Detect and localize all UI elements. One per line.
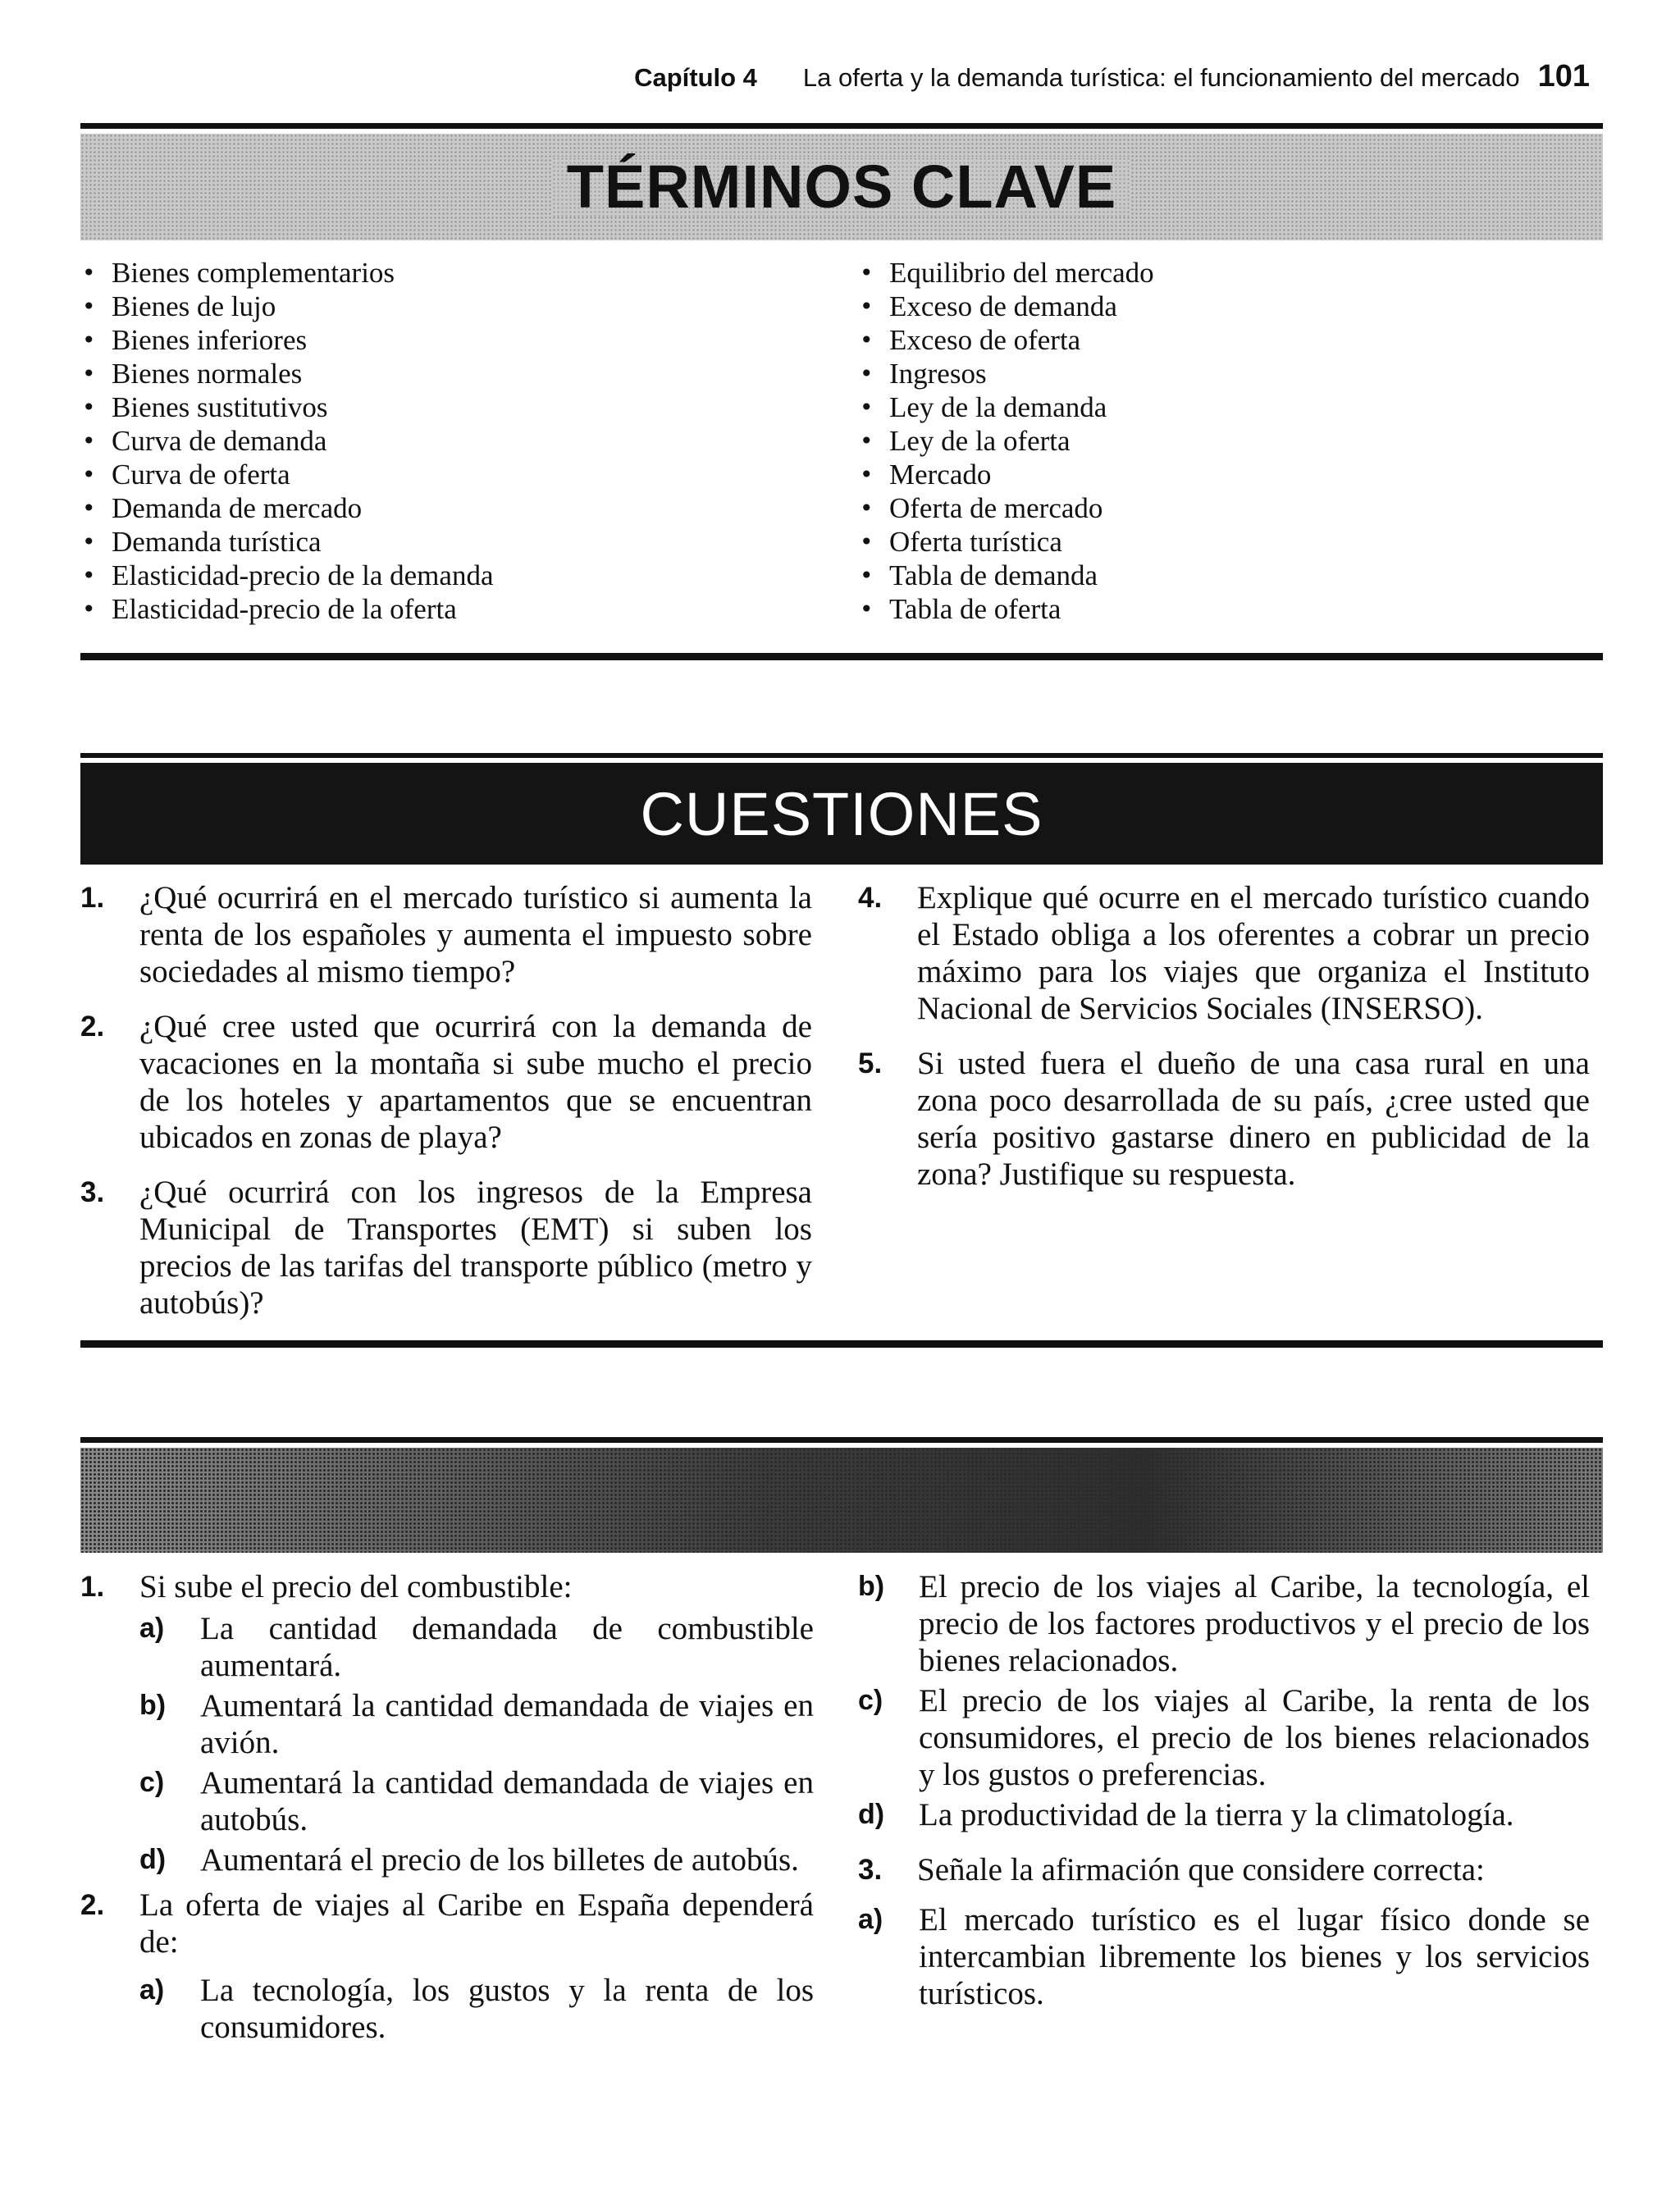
- list-item: • Bienes complementarios: [82, 257, 395, 289]
- list-item: • Ingresos: [860, 358, 987, 390]
- option-item: [858, 1568, 1590, 1679]
- option-item: [139, 1610, 814, 1684]
- bullet-icon: •: [82, 394, 96, 421]
- option-letter: a): [139, 1613, 165, 1644]
- bullet-icon: •: [82, 528, 96, 555]
- list-item: • Demanda de mercado: [82, 492, 363, 524]
- question-text: Si usted fuera el dueño de una casa rural en una zona poco desarrollada de su país, ¿cree usted que sería positivo gastarse dinero en publicidad de la zona? Justifique su respuesta.: [917, 1046, 1590, 1192]
- bullet-icon: •: [82, 326, 96, 354]
- list-item: • Bienes inferiores: [82, 324, 308, 356]
- option-item: [858, 1901, 1590, 2012]
- exercise-number: 3.: [858, 1854, 883, 1886]
- bullet-icon: •: [860, 461, 874, 488]
- option-text: La tecnología, los gustos y la renta de los consumidores.: [200, 1973, 814, 2045]
- option-text: La productividad de la tierra y la climatología.: [919, 1797, 1514, 1832]
- key-terms-title: TÉRMINOS CLAVE: [552, 157, 1131, 217]
- option-letter: b): [139, 1690, 167, 1721]
- bullet-icon: •: [82, 596, 96, 623]
- list-item: • Exceso de demanda: [860, 290, 1117, 322]
- list-item: • Exceso de oferta: [860, 324, 1081, 356]
- question-number: 3.: [80, 1176, 105, 1208]
- bullet-icon: •: [860, 394, 874, 421]
- bullet-icon: •: [860, 293, 874, 320]
- question-item: [80, 879, 812, 990]
- bullet-icon: •: [860, 427, 874, 454]
- question-number: 1.: [80, 882, 105, 914]
- chapter-title: La oferta y la demanda turística: el funcionamiento del mercado: [802, 63, 1520, 92]
- option-text: El mercado turístico es el lugar físico donde se intercambian libremente los bienes y los servicios turísticos.: [919, 1902, 1590, 2011]
- bullet-icon: •: [82, 293, 96, 320]
- option-letter: a): [139, 1974, 165, 2006]
- bullet-icon: •: [82, 562, 96, 589]
- option-list: [139, 1972, 814, 2046]
- list-item: • Bienes sustitutivos: [82, 391, 328, 423]
- option-item: [139, 1764, 814, 1838]
- question-item: [80, 1008, 812, 1156]
- question-item: [858, 879, 1590, 1027]
- list-item: • Ley de la demanda: [860, 391, 1107, 423]
- question-text: ¿Qué cree usted que ocurrirá con la demanda de vacaciones en la montaña si sube mucho el precio de los hoteles y apartamentos que se encuentran ubicados en zonas de playa?: [139, 1009, 812, 1155]
- list-item: • Elasticidad-precio de la oferta: [82, 593, 457, 625]
- bullet-icon: •: [82, 259, 96, 286]
- list-item: • Curva de oferta: [82, 459, 290, 491]
- option-item: [139, 1687, 814, 1761]
- exercises-left-column: [80, 1568, 814, 2049]
- exercises-right-column: [858, 1568, 1590, 2015]
- questions-right-column: [858, 879, 1590, 1193]
- list-item: • Curva de demanda: [82, 425, 327, 457]
- questions-title: CUESTIONES: [640, 779, 1043, 848]
- running-header: [634, 59, 1590, 94]
- questions-bottom-rule: [80, 1340, 1603, 1348]
- option-letter: a): [858, 1904, 883, 1935]
- exercise-text: La oferta de viajes al Caribe en España dependerá de:: [139, 1887, 814, 1960]
- questions-banner: [80, 763, 1603, 865]
- option-text: El precio de los viajes al Caribe, la renta de los consumidores, el precio de los bienes relacionados y los gustos o preferencias.: [919, 1683, 1590, 1792]
- exercise-text: Si sube el precio del combustible:: [139, 1569, 573, 1604]
- option-list: [858, 1901, 1590, 2012]
- question-item: [858, 1045, 1590, 1193]
- option-text: Aumentará la cantidad demandada de viajes en avión.: [200, 1688, 814, 1760]
- exercises-top-rule: [80, 1437, 1603, 1443]
- question-number: 2.: [80, 1011, 105, 1043]
- exercise-number: 1.: [80, 1571, 105, 1603]
- bullet-icon: •: [860, 360, 874, 387]
- option-text: Aumentará el precio de los billetes de autobús.: [200, 1842, 799, 1878]
- question-number: 5.: [858, 1047, 883, 1079]
- option-letter: d): [858, 1799, 885, 1830]
- list-item: • Demanda turística: [82, 526, 322, 558]
- question-number: 4.: [858, 882, 883, 914]
- list-item: • Oferta turística: [860, 526, 1062, 558]
- question-text: ¿Qué ocurrirá en el mercado turístico si aumenta la renta de los españoles y aumenta el impuesto sobre sociedades al mismo tiempo?: [139, 880, 812, 989]
- question-text: Explique qué ocurre en el mercado turístico cuando el Estado obliga a los oferentes a cobrar un precio máximo para los viajes que organiza el Instituto Nacional de Servicios Sociales (INSERSO).: [917, 880, 1590, 1026]
- question-item: [80, 1174, 812, 1321]
- top-rule: [80, 123, 1603, 129]
- list-item: • Mercado: [860, 459, 992, 491]
- option-letter: c): [858, 1685, 883, 1716]
- bullet-icon: •: [860, 596, 874, 623]
- key-terms-banner: [80, 134, 1603, 240]
- bullet-icon: •: [82, 495, 96, 522]
- option-item: [139, 1841, 814, 1878]
- bullet-icon: •: [860, 326, 874, 354]
- option-letter: c): [139, 1767, 165, 1798]
- question-text: ¿Qué ocurrirá con los ingresos de la Empresa Municipal de Transportes (EMT) si suben los precios de las tarifas del transporte público (metro y autobús)?: [139, 1175, 812, 1321]
- option-text: La cantidad demandada de combustible aumentará.: [200, 1611, 814, 1683]
- list-item: • Equilibrio del mercado: [860, 257, 1154, 289]
- exercise-item: [80, 1568, 814, 1878]
- option-item: [139, 1972, 814, 2046]
- list-item: • Bienes normales: [82, 358, 303, 390]
- exercise-text: Señale la afirmación que considere correcta:: [917, 1852, 1485, 1887]
- chapter-label: Capítulo 4: [634, 63, 757, 92]
- exercise-number: 2.: [80, 1889, 105, 1921]
- bullet-icon: •: [860, 259, 874, 286]
- questions-left-column: [80, 879, 812, 1321]
- bullet-icon: •: [82, 427, 96, 454]
- key-terms-bottom-rule: [80, 653, 1603, 660]
- list-item: • Ley de la oferta: [860, 425, 1071, 457]
- option-letter: d): [139, 1844, 167, 1875]
- option-item: [858, 1796, 1590, 1833]
- list-item: • Bienes de lujo: [82, 290, 276, 322]
- bullet-icon: •: [82, 461, 96, 488]
- bullet-icon: •: [860, 528, 874, 555]
- option-text: Aumentará la cantidad demandada de viajes en autobús.: [200, 1765, 814, 1837]
- exercise-item: [80, 1887, 814, 2046]
- exercise-item: [858, 1851, 1590, 2012]
- page-number: 101: [1537, 59, 1590, 94]
- key-terms-left-list: [80, 256, 493, 626]
- bullet-icon: •: [860, 495, 874, 522]
- key-terms-right-list: [858, 256, 1154, 626]
- option-item: [858, 1682, 1590, 1793]
- option-letter: b): [858, 1571, 885, 1602]
- list-item: • Elasticidad-precio de la demanda: [82, 559, 494, 591]
- bullet-icon: •: [860, 562, 874, 589]
- list-item: • Tabla de demanda: [860, 559, 1098, 591]
- option-list: [139, 1610, 814, 1878]
- bullet-icon: •: [82, 360, 96, 387]
- list-item: • Oferta de mercado: [860, 492, 1103, 524]
- exercises-banner: [80, 1448, 1603, 1553]
- option-text: El precio de los viajes al Caribe, la tecnología, el precio de los factores productivos y el precio de los bienes relacionados.: [919, 1569, 1590, 1678]
- list-item: • Tabla de oferta: [860, 593, 1061, 625]
- questions-top-rule: [80, 753, 1603, 758]
